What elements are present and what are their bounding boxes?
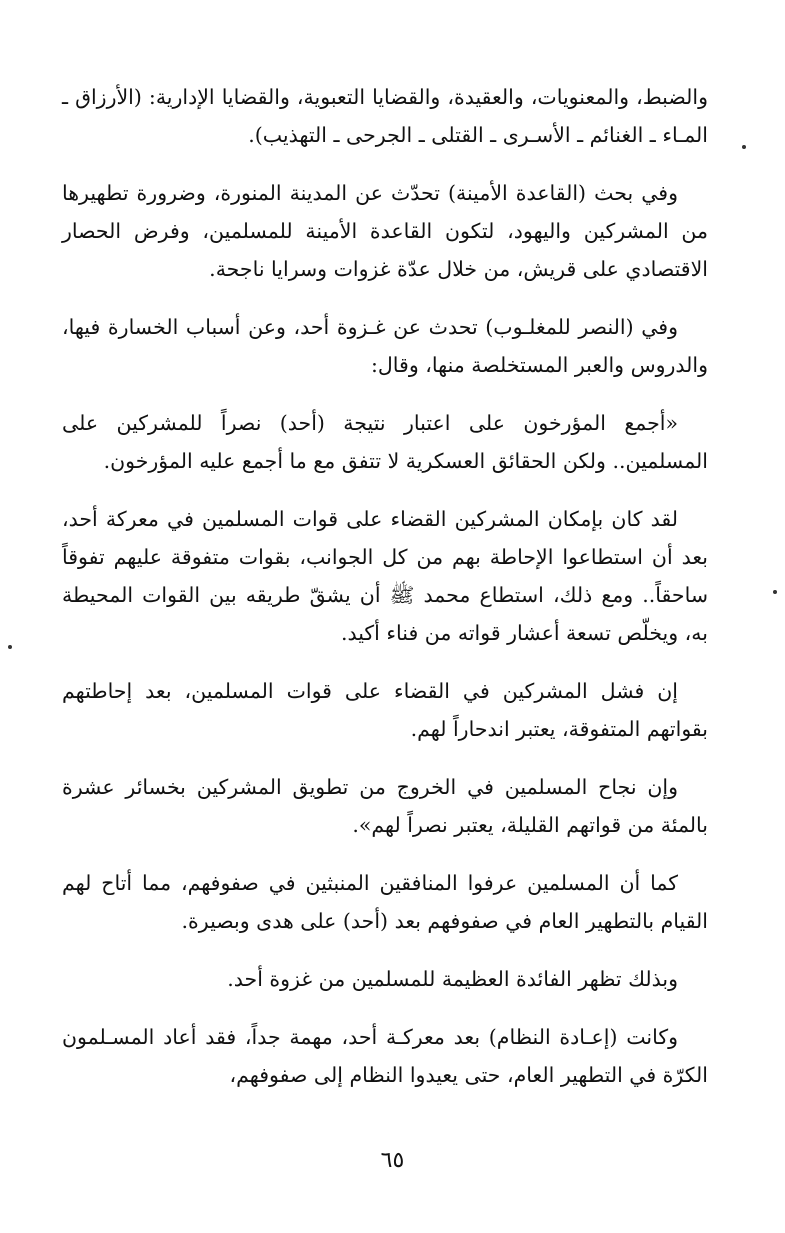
margin-speck <box>773 590 777 594</box>
page-body <box>62 78 708 1114</box>
paragraph-6: إن فشل المشركين في القضاء على قوات المسلمين، بعد إحاطتهم بقواتهم المتفوقة، يعتبر اندحاراً لهم. <box>62 679 708 741</box>
paragraph-1: والضبط، والمعنويات، والعقيدة، والقضايا التعبوية، والقضايا الإدارية: (الأرزاق ـ المـاء ـ الغنائم ـ الأسـرى ـ القتلى ـ الجرحى ـ التهذيب). <box>62 85 708 147</box>
paragraph-5: لقد كان بإمكان المشركين القضاء على قوات المسلمين في معركة أحد، بعد أن استطاعوا الإحاطة بهم من كل الجوانب، بقوات متفوقة عليهم تفوقاً ساحقاً.. ومع ذلك، استطاع محمد ﷺ أن يشقّ طريقه بين القوات المحيطة به، ويخلّص تسعة أعشار قواته من فناء أكيد. <box>62 507 708 645</box>
paragraph-10: وكانت (إعـادة النظام) بعد معركـة أحد، مهمة جداً، فقد أعاد المسـلمون الكرّة في التطهير العام، حتى يعيدوا النظام إلى صفوفهم، <box>62 1025 708 1087</box>
margin-speck <box>742 145 746 149</box>
margin-speck <box>8 645 12 649</box>
paragraph-3: وفي (النصر للمغلـوب) تحدث عن غـزوة أحد، وعن أسباب الخسارة فيها، والدروس والعبر المستخلصة منها، وقال: <box>62 315 708 377</box>
paragraph-9: وبذلك تظهر الفائدة العظيمة للمسلمين من غزوة أحد. <box>227 967 678 991</box>
paragraph-2: وفي بحث (القاعدة الأمينة) تحدّث عن المدينة المنورة، وضرورة تطهيرها من المشركين واليهود، لتكون القاعدة الأمينة للمسلمين، وفرض الحصار الاقتصادي على قريش، من خلال عدّة غزوات وسرايا ناجحة. <box>62 181 708 281</box>
paragraph-7: وإن نجاح المسلمين في الخروج من تطويق المشركين بخسائر عشرة بالمئة من قواتهم القليلة، يعتبر نصراً لهم». <box>62 775 708 837</box>
paragraph-4-quote: «أجمع المؤرخون على اعتبار نتيجة (أحد) نصراً للمشركين على المسلمين.. ولكن الحقائق العسكرية لا تتفق مع ما أجمع عليه المؤرخون. <box>62 411 708 473</box>
page-number: ٦٥ <box>380 1148 405 1173</box>
paragraph-8: كما أن المسلمين عرفوا المنافقين المنبثين في صفوفهم، مما أتاح لهم القيام بالتطهير العام في صفوفهم بعد (أحد) على هدى وبصيرة. <box>62 871 708 933</box>
